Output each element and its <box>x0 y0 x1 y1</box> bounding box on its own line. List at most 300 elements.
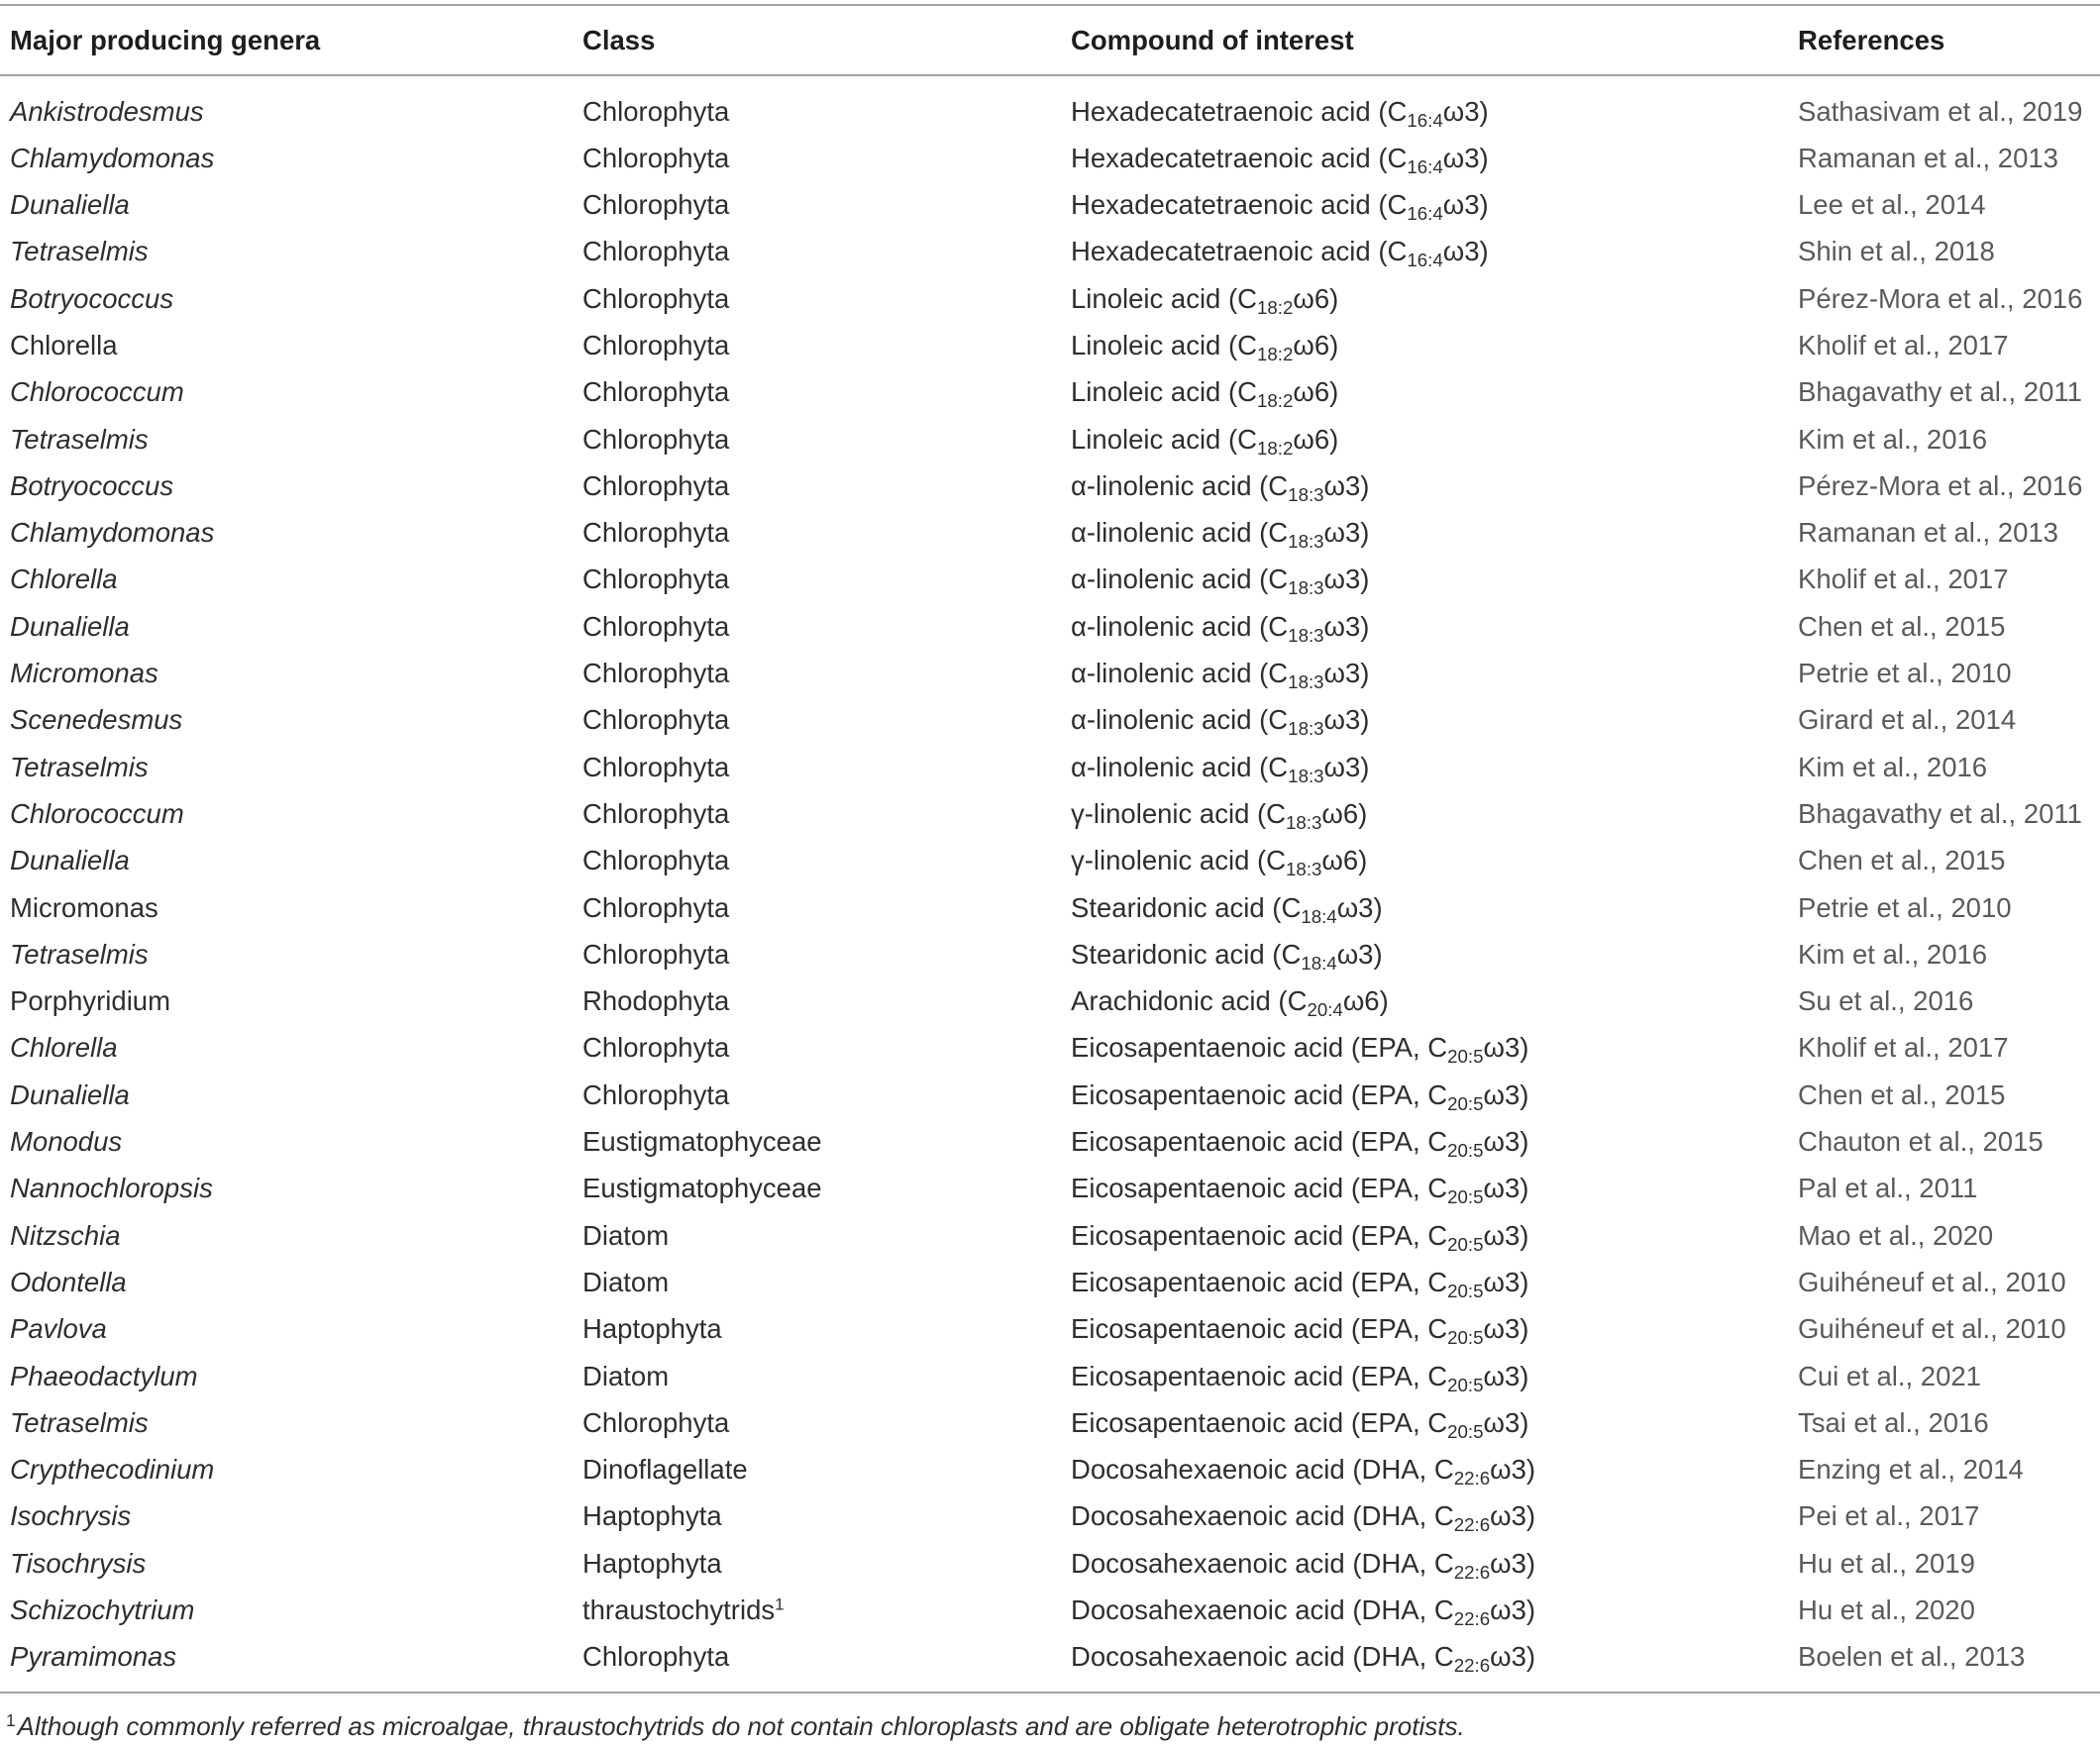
compound-name: Stearidonic acid (C <box>1071 938 1302 970</box>
compound-name: Eicosapentaenoic acid (EPA, C <box>1071 1313 1448 1345</box>
compound-name: α-linolenic acid (C <box>1071 610 1289 642</box>
carbon-notation-subscript: 20:4 <box>1307 999 1343 1021</box>
class-name: Haptophyta <box>582 1547 722 1579</box>
omega-notation: ω3) <box>1336 891 1383 923</box>
carbon-notation-subscript: 20:5 <box>1447 1186 1484 1208</box>
table-row <box>0 181 2100 228</box>
class-cell <box>582 1212 669 1259</box>
omega-notation: ω6) <box>1293 329 1339 360</box>
table-row <box>0 228 2100 274</box>
header-compound-of-interest: Compound of interest <box>1071 25 1354 55</box>
compound-cell <box>1071 790 1367 837</box>
class-name: Chlorophyta <box>582 517 730 549</box>
compound-cell <box>1071 650 1369 696</box>
table-row <box>0 1118 2100 1165</box>
table-row <box>0 462 2100 509</box>
class-name: Chlorophyta <box>582 891 730 923</box>
omega-notation: ω6) <box>1342 985 1389 1017</box>
class-cell <box>582 275 729 322</box>
compound-cell <box>1071 1212 1528 1259</box>
compound-name: Linoleic acid (C <box>1071 423 1258 455</box>
carbon-notation-subscript: 16:4 <box>1407 109 1443 131</box>
class-name: Chlorophyta <box>582 751 730 782</box>
compound-name: Docosahexaenoic acid (DHA, C <box>1071 1547 1454 1579</box>
compound-name: Linoleic acid (C <box>1071 329 1258 360</box>
compound-cell <box>1071 322 1338 368</box>
class-name: Chlorophyta <box>582 282 730 314</box>
compound-cell <box>1071 837 1367 883</box>
reference-cell: Boelen et al., 2013 <box>1798 1641 2026 1673</box>
table-row <box>0 1353 2100 1399</box>
compound-name: Stearidonic acid (C <box>1071 891 1302 923</box>
carbon-notation-subscript: 16:4 <box>1407 155 1443 177</box>
genus-cell: Chlorella <box>10 564 118 595</box>
table-header-rule <box>0 74 2100 76</box>
reference-cell: Pal et al., 2011 <box>1798 1173 1978 1204</box>
compound-cell <box>1071 1540 1535 1587</box>
class-cell <box>582 1072 729 1118</box>
carbon-notation-subscript: 22:6 <box>1453 1607 1491 1629</box>
compound-name: Eicosapentaenoic acid (EPA, C <box>1071 1173 1448 1204</box>
table-row <box>0 368 2100 415</box>
class-cell <box>582 931 729 977</box>
carbon-notation-subscript: 18:3 <box>1288 718 1324 740</box>
class-name: Chlorophyta <box>582 189 730 221</box>
class-name: Dinoflagellate <box>582 1454 748 1486</box>
class-cell <box>582 556 729 602</box>
genus-cell: Scenedesmus <box>10 704 183 736</box>
compound-name: Arachidonic acid (C <box>1071 985 1308 1017</box>
reference-cell: Guihéneuf et al., 2010 <box>1798 1313 2066 1345</box>
genus-cell: Dunaliella <box>10 845 130 876</box>
compound-name: Docosahexaenoic acid (DHA, C <box>1071 1454 1454 1486</box>
class-name: Haptophyta <box>582 1500 722 1532</box>
omega-notation: ω6) <box>1321 797 1368 829</box>
class-cell <box>582 1305 722 1352</box>
class-name: Eustigmatophyceae <box>582 1173 822 1204</box>
compound-name: α-linolenic acid (C <box>1071 658 1289 689</box>
table-row <box>0 931 2100 977</box>
class-cell <box>582 603 729 650</box>
class-cell <box>582 228 729 274</box>
reference-cell: Tsai et al., 2016 <box>1798 1406 1989 1438</box>
omega-notation: ω3) <box>1442 236 1489 267</box>
reference-cell: Cui et al., 2021 <box>1798 1360 1981 1391</box>
class-name: Rhodophyta <box>582 985 730 1017</box>
carbon-notation-subscript: 18:3 <box>1288 483 1324 505</box>
class-cell <box>582 135 729 181</box>
table-row <box>0 790 2100 837</box>
omega-notation: ω3) <box>1483 1313 1529 1345</box>
compound-cell <box>1071 1165 1528 1211</box>
compound-cell <box>1071 1492 1535 1539</box>
genus-cell: Pyramimonas <box>10 1641 177 1673</box>
genus-cell: Nannochloropsis <box>10 1173 213 1204</box>
compound-cell <box>1071 228 1489 274</box>
compound-cell <box>1071 977 1389 1024</box>
reference-cell: Bhagavathy et al., 2011 <box>1798 376 2082 408</box>
genus-cell: Tetraselmis <box>10 236 149 267</box>
compound-cell <box>1071 462 1369 509</box>
class-cell <box>582 977 729 1024</box>
table-row <box>0 509 2100 556</box>
omega-notation: ω3) <box>1323 658 1370 689</box>
class-cell <box>582 1024 729 1071</box>
compound-cell <box>1071 556 1369 602</box>
class-cell <box>582 650 729 696</box>
compound-cell <box>1071 88 1489 135</box>
header-class: Class <box>582 25 656 55</box>
footnote-reference-marker: 1 <box>775 1594 785 1614</box>
table-row <box>0 1259 2100 1305</box>
class-name: Chlorophyta <box>582 1406 730 1438</box>
omega-notation: ω3) <box>1323 610 1370 642</box>
class-name: Chlorophyta <box>582 610 730 642</box>
omega-notation: ω3) <box>1490 1454 1536 1486</box>
omega-notation: ω3) <box>1490 1594 1536 1625</box>
class-cell <box>582 884 729 931</box>
omega-notation: ω3) <box>1490 1547 1536 1579</box>
genus-cell: Porphyridium <box>10 985 171 1017</box>
omega-notation: ω3) <box>1442 189 1489 221</box>
genus-cell: Crypthecodinium <box>10 1454 215 1486</box>
reference-cell: Shin et al., 2018 <box>1798 236 1995 267</box>
reference-cell: Sathasivam et al., 2019 <box>1798 95 2083 127</box>
compound-cell <box>1071 1072 1528 1118</box>
class-cell <box>582 790 729 837</box>
compound-name: Docosahexaenoic acid (DHA, C <box>1071 1594 1454 1625</box>
compound-name: Eicosapentaenoic acid (EPA, C <box>1071 1219 1448 1251</box>
table-row <box>0 1165 2100 1211</box>
genus-cell: Chlorella <box>10 329 118 360</box>
reference-cell: Petrie et al., 2010 <box>1798 891 2012 923</box>
table-row <box>0 977 2100 1024</box>
carbon-notation-subscript: 18:2 <box>1257 343 1294 364</box>
table-footnote <box>6 1709 1465 1743</box>
genus-cell: Chlorococcum <box>10 376 184 408</box>
table-row <box>0 1587 2100 1633</box>
class-cell <box>582 1118 822 1165</box>
compound-cell <box>1071 368 1338 415</box>
class-cell <box>582 181 729 228</box>
reference-cell: Hu et al., 2019 <box>1798 1547 1975 1579</box>
class-name: Chlorophyta <box>582 658 730 689</box>
genus-cell: Dunaliella <box>10 610 130 642</box>
reference-cell: Bhagavathy et al., 2011 <box>1798 797 2082 829</box>
omega-notation: ω3) <box>1483 1032 1529 1064</box>
table-bottom-rule <box>0 1692 2100 1694</box>
table-row <box>0 322 2100 368</box>
genus-cell: Tetraselmis <box>10 423 149 455</box>
footnote-text: Although commonly referred as microalgae, thraustochytrids do not contain chloroplasts and are obligate heterotrophic protists. <box>17 1711 1465 1741</box>
class-name: Chlorophyta <box>582 142 730 173</box>
omega-notation: ω3) <box>1483 1266 1529 1297</box>
header-major-producing-genera: Major producing genera <box>10 25 321 55</box>
class-cell <box>582 1633 729 1680</box>
table-row <box>0 1024 2100 1071</box>
carbon-notation-subscript: 18:3 <box>1286 859 1322 880</box>
carbon-notation-subscript: 22:6 <box>1453 1468 1491 1490</box>
class-name: Diatom <box>582 1266 670 1297</box>
header-references: References <box>1798 25 1945 55</box>
class-name: Chlorophyta <box>582 423 730 455</box>
class-cell <box>582 1587 785 1633</box>
compound-cell <box>1071 1633 1535 1680</box>
table-row <box>0 1305 2100 1352</box>
class-name: Diatom <box>582 1219 670 1251</box>
carbon-notation-subscript: 18:3 <box>1288 577 1324 599</box>
compound-name: α-linolenic acid (C <box>1071 704 1289 736</box>
class-name: Chlorophyta <box>582 845 730 876</box>
carbon-notation-subscript: 18:2 <box>1257 390 1294 412</box>
class-cell <box>582 1446 748 1492</box>
reference-cell: Pérez-Mora et al., 2016 <box>1798 282 2083 314</box>
genus-cell: Tetraselmis <box>10 751 149 782</box>
reference-cell: Chauton et al., 2015 <box>1798 1126 2044 1158</box>
table-row <box>0 1399 2100 1446</box>
class-name: Eustigmatophyceae <box>582 1126 822 1158</box>
class-name: Haptophyta <box>582 1313 722 1345</box>
omega-notation: ω3) <box>1483 1126 1529 1158</box>
compound-cell <box>1071 416 1338 462</box>
class-cell <box>582 322 729 368</box>
omega-notation: ω3) <box>1323 751 1370 782</box>
class-name: Chlorophyta <box>582 1032 730 1064</box>
omega-notation: ω3) <box>1442 142 1489 173</box>
compound-name: Hexadecatetraenoic acid (C <box>1071 189 1408 221</box>
compound-cell <box>1071 1024 1528 1071</box>
table-body <box>0 88 2100 1681</box>
class-cell <box>582 744 729 790</box>
compound-name: Eicosapentaenoic acid (EPA, C <box>1071 1360 1448 1391</box>
genus-cell: Tisochrysis <box>10 1547 147 1579</box>
reference-cell: Petrie et al., 2010 <box>1798 658 2012 689</box>
genus-cell: Micromonas <box>10 891 158 923</box>
class-name: Chlorophyta <box>582 938 730 970</box>
class-cell <box>582 368 729 415</box>
table-row <box>0 1072 2100 1118</box>
class-name: Diatom <box>582 1360 670 1391</box>
table-row <box>0 744 2100 790</box>
omega-notation: ω3) <box>1323 517 1370 549</box>
compound-name: γ-linolenic acid (C <box>1071 797 1287 829</box>
table-header-row <box>0 6 2100 74</box>
class-name: Chlorophyta <box>582 469 730 501</box>
compound-name: Hexadecatetraenoic acid (C <box>1071 142 1408 173</box>
carbon-notation-subscript: 18:3 <box>1288 765 1324 786</box>
compound-cell <box>1071 744 1369 790</box>
reference-cell: Ramanan et al., 2013 <box>1798 517 2058 549</box>
reference-cell: Pei et al., 2017 <box>1798 1500 1980 1532</box>
class-name: Chlorophyta <box>582 1641 730 1673</box>
compound-name: Eicosapentaenoic acid (EPA, C <box>1071 1079 1448 1110</box>
omega-notation: ω3) <box>1483 1406 1529 1438</box>
reference-cell: Kim et al., 2016 <box>1798 423 1988 455</box>
compound-cell <box>1071 603 1369 650</box>
reference-cell: Chen et al., 2015 <box>1798 845 2006 876</box>
omega-notation: ω3) <box>1483 1079 1529 1110</box>
class-name: Chlorophyta <box>582 95 730 127</box>
genus-cell: Schizochytrium <box>10 1594 195 1625</box>
carbon-notation-subscript: 20:5 <box>1447 1046 1484 1068</box>
compound-cell <box>1071 931 1383 977</box>
omega-notation: ω3) <box>1323 704 1370 736</box>
compound-name: Hexadecatetraenoic acid (C <box>1071 95 1408 127</box>
carbon-notation-subscript: 16:4 <box>1407 203 1443 225</box>
genus-cell: Dunaliella <box>10 189 130 221</box>
compound-cell <box>1071 509 1369 556</box>
omega-notation: ω3) <box>1483 1173 1529 1204</box>
omega-notation: ω6) <box>1321 845 1368 876</box>
genus-cell: Tetraselmis <box>10 938 149 970</box>
compound-name: α-linolenic acid (C <box>1071 469 1289 501</box>
genus-cell: Tetraselmis <box>10 1406 149 1438</box>
compound-cell <box>1071 1446 1535 1492</box>
genus-cell: Pavlova <box>10 1313 107 1345</box>
omega-notation: ω3) <box>1490 1500 1536 1532</box>
compound-name: Hexadecatetraenoic acid (C <box>1071 236 1408 267</box>
carbon-notation-subscript: 20:5 <box>1447 1233 1484 1255</box>
genus-cell: Botryococcus <box>10 469 174 501</box>
class-cell <box>582 462 729 509</box>
reference-cell: Girard et al., 2014 <box>1798 704 2017 736</box>
compound-name: α-linolenic acid (C <box>1071 517 1289 549</box>
omega-notation: ω3) <box>1336 938 1383 970</box>
genus-cell: Isochrysis <box>10 1500 132 1532</box>
carbon-notation-subscript: 20:5 <box>1447 1420 1484 1442</box>
omega-notation: ω3) <box>1483 1219 1529 1251</box>
class-cell <box>582 1540 722 1587</box>
carbon-notation-subscript: 20:5 <box>1447 1092 1484 1114</box>
genus-cell: Odontella <box>10 1266 127 1297</box>
reference-cell: Kim et al., 2016 <box>1798 751 1988 782</box>
class-name: Chlorophyta <box>582 329 730 360</box>
table-row <box>0 88 2100 135</box>
compound-name: Eicosapentaenoic acid (EPA, C <box>1071 1126 1448 1158</box>
class-name: Chlorophyta <box>582 564 730 595</box>
compound-cell <box>1071 1399 1528 1446</box>
compound-cell <box>1071 181 1489 228</box>
table-row <box>0 1633 2100 1680</box>
reference-cell: Kholif et al., 2017 <box>1798 1032 2009 1064</box>
table-row <box>0 1212 2100 1259</box>
compound-cell <box>1071 275 1338 322</box>
genus-cell: Chlorella <box>10 1032 118 1064</box>
reference-cell: Lee et al., 2014 <box>1798 189 1986 221</box>
carbon-notation-subscript: 20:5 <box>1447 1280 1484 1301</box>
compound-name: γ-linolenic acid (C <box>1071 845 1287 876</box>
compound-cell <box>1071 1587 1535 1633</box>
footnote-marker: 1 <box>6 1709 16 1730</box>
class-name: Chlorophyta <box>582 704 730 736</box>
reference-cell: Kholif et al., 2017 <box>1798 564 2009 595</box>
compound-name: Linoleic acid (C <box>1071 376 1258 408</box>
class-name: Chlorophyta <box>582 1079 730 1110</box>
table-row <box>0 603 2100 650</box>
omega-notation: ω3) <box>1442 95 1489 127</box>
carbon-notation-subscript: 18:4 <box>1301 905 1337 927</box>
omega-notation: ω6) <box>1293 282 1339 314</box>
reference-cell: Enzing et al., 2014 <box>1798 1454 2024 1486</box>
compound-cell <box>1071 696 1369 743</box>
compound-cell <box>1071 135 1489 181</box>
compound-name: Docosahexaenoic acid (DHA, C <box>1071 1641 1454 1673</box>
compound-cell <box>1071 1259 1528 1305</box>
genus-cell: Dunaliella <box>10 1079 130 1110</box>
carbon-notation-subscript: 18:3 <box>1286 811 1322 833</box>
omega-notation: ω3) <box>1323 469 1370 501</box>
carbon-notation-subscript: 22:6 <box>1453 1561 1491 1583</box>
class-cell <box>582 509 729 556</box>
table-row <box>0 135 2100 181</box>
carbon-notation-subscript: 22:6 <box>1453 1514 1491 1536</box>
reference-cell: Ramanan et al., 2013 <box>1798 142 2058 173</box>
compound-name: Linoleic acid (C <box>1071 282 1258 314</box>
genus-cell: Nitzschia <box>10 1219 121 1251</box>
class-cell <box>582 1353 669 1399</box>
genus-cell: Monodus <box>10 1126 123 1158</box>
carbon-notation-subscript: 16:4 <box>1407 250 1443 271</box>
carbon-notation-subscript: 22:6 <box>1453 1655 1491 1677</box>
compound-name: Docosahexaenoic acid (DHA, C <box>1071 1500 1454 1532</box>
table-row <box>0 556 2100 602</box>
table-row <box>0 837 2100 883</box>
carbon-notation-subscript: 18:3 <box>1288 624 1324 646</box>
carbon-notation-subscript: 18:3 <box>1288 671 1324 693</box>
reference-cell: Hu et al., 2020 <box>1798 1594 1975 1625</box>
table-row <box>0 1446 2100 1492</box>
table-row <box>0 1540 2100 1587</box>
genus-cell: Botryococcus <box>10 282 174 314</box>
class-cell <box>582 416 729 462</box>
omega-notation: ω6) <box>1293 376 1339 408</box>
class-cell <box>582 88 729 135</box>
class-cell <box>582 837 729 883</box>
table-row <box>0 275 2100 322</box>
carbon-notation-subscript: 18:4 <box>1301 952 1337 974</box>
reference-cell: Guihéneuf et al., 2010 <box>1798 1266 2066 1297</box>
omega-notation: ω3) <box>1483 1360 1529 1391</box>
compound-cell <box>1071 884 1383 931</box>
omega-notation: ω6) <box>1293 423 1339 455</box>
reference-cell: Chen et al., 2015 <box>1798 1079 2006 1110</box>
carbon-notation-subscript: 20:5 <box>1447 1327 1484 1349</box>
table-row <box>0 884 2100 931</box>
compound-name: Eicosapentaenoic acid (EPA, C <box>1071 1266 1448 1297</box>
compound-cell <box>1071 1353 1528 1399</box>
class-name: thraustochytrids <box>582 1594 776 1625</box>
class-cell <box>582 1492 722 1539</box>
genus-cell: Ankistrodesmus <box>10 95 204 127</box>
class-cell <box>582 696 729 743</box>
carbon-notation-subscript: 18:2 <box>1257 296 1294 318</box>
reference-cell: Mao et al., 2020 <box>1798 1219 1994 1251</box>
compound-cell <box>1071 1305 1528 1352</box>
carbon-notation-subscript: 18:2 <box>1257 437 1294 459</box>
compound-name: α-linolenic acid (C <box>1071 564 1289 595</box>
table-row <box>0 416 2100 462</box>
compound-name: Eicosapentaenoic acid (EPA, C <box>1071 1032 1448 1064</box>
omega-notation: ω3) <box>1490 1641 1536 1673</box>
genus-cell: Micromonas <box>10 658 158 689</box>
genus-cell: Phaeodactylum <box>10 1360 198 1391</box>
reference-cell: Kholif et al., 2017 <box>1798 329 2009 360</box>
carbon-notation-subscript: 20:5 <box>1447 1140 1484 1161</box>
table-row <box>0 696 2100 743</box>
class-name: Chlorophyta <box>582 236 730 267</box>
genus-cell: Chlamydomonas <box>10 142 215 173</box>
genus-cell: Chlamydomonas <box>10 517 215 549</box>
